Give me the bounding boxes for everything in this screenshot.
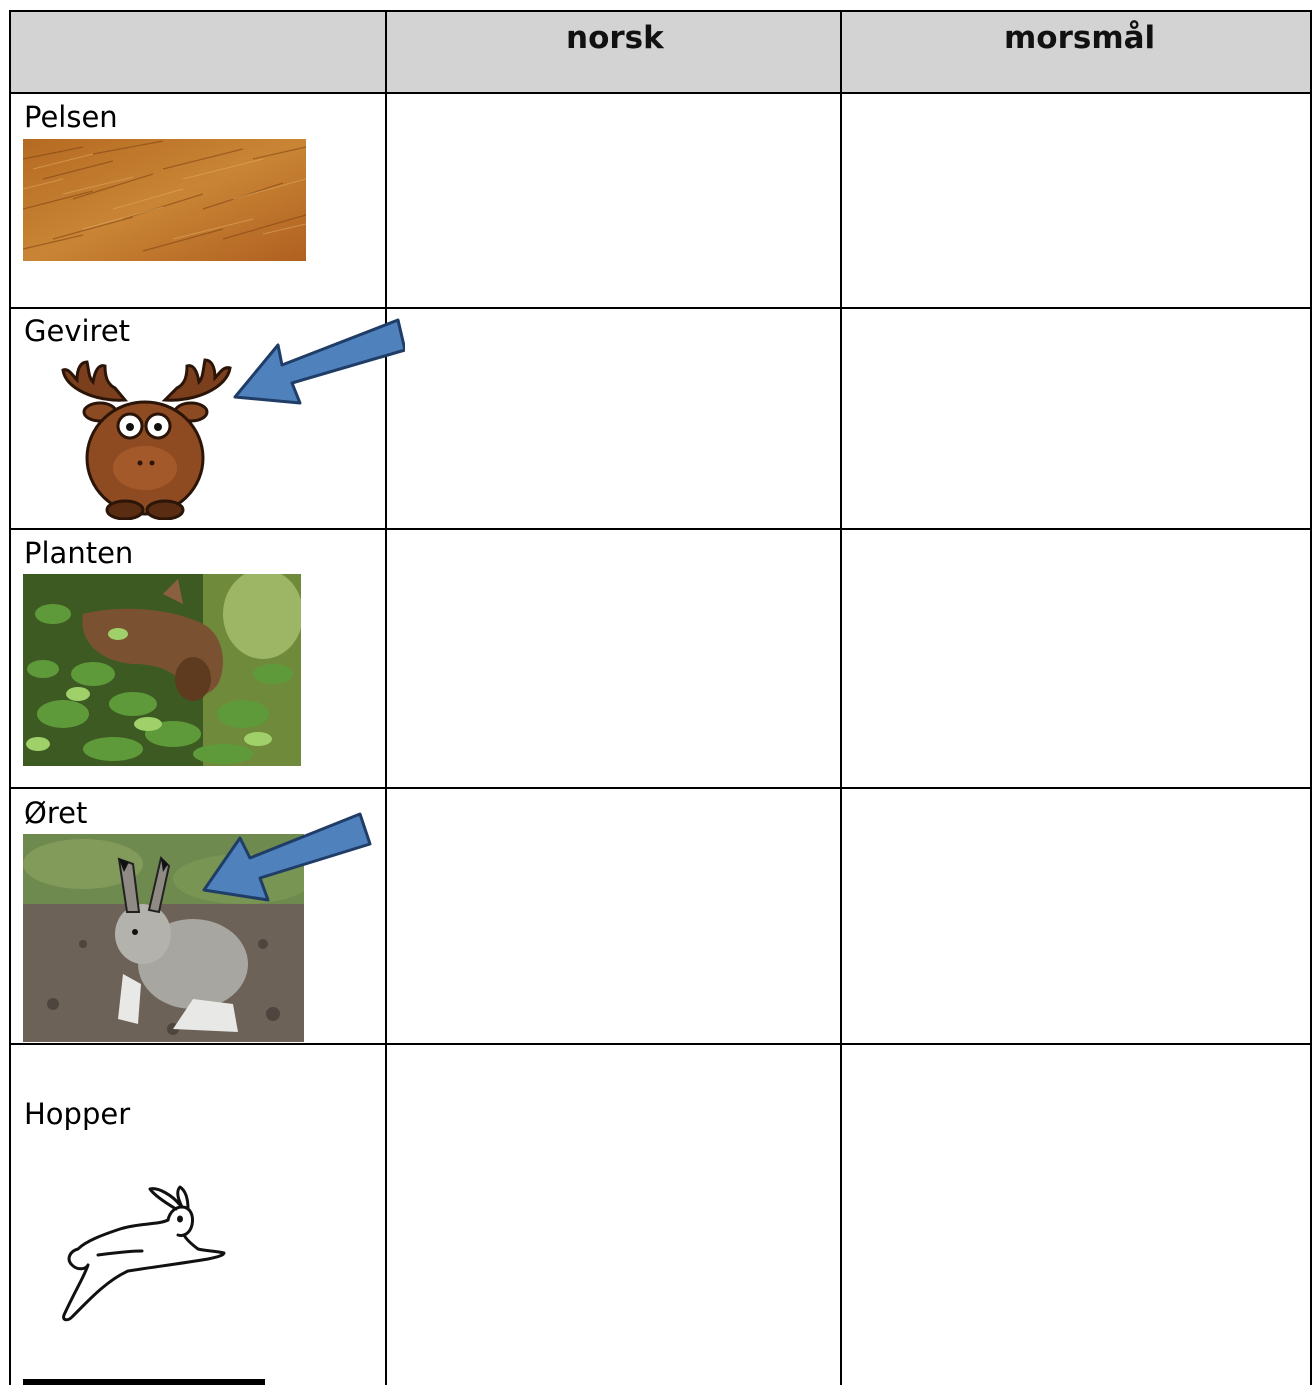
term-label: Geviret (24, 314, 131, 348)
moose-eating-plants-image (23, 574, 301, 766)
cartoon-moose-image (55, 340, 235, 520)
row-divider (9, 528, 1312, 530)
table-border-right (1310, 10, 1312, 1385)
term-label: Planten (24, 536, 134, 570)
row-divider (9, 92, 1312, 94)
column-divider (840, 10, 842, 1385)
answer-cell-norsk[interactable] (388, 1046, 839, 1385)
header-morsmal: morsmål (1004, 20, 1156, 56)
arrow-icon (200, 812, 372, 910)
term-label: Pelsen (24, 100, 118, 134)
table-border-top (9, 10, 1312, 12)
answer-cell-morsmal[interactable] (843, 531, 1309, 786)
row-divider (9, 307, 1312, 309)
arrow-icon (230, 315, 405, 415)
term-label: Hopper (24, 1097, 131, 1131)
answer-cell-norsk[interactable] (388, 95, 839, 306)
jumping-rabbit-drawing (58, 1185, 230, 1327)
term-label: Øret (24, 796, 88, 830)
answer-cell-norsk[interactable] (388, 790, 839, 1042)
row-divider (9, 787, 1312, 789)
answer-cell-norsk[interactable] (388, 310, 839, 527)
column-divider (385, 10, 387, 1385)
answer-cell-norsk[interactable] (388, 531, 839, 786)
answer-cell-morsmal[interactable] (843, 310, 1309, 527)
table-border-left (9, 10, 11, 1385)
answer-cell-morsmal[interactable] (843, 1046, 1309, 1385)
bottom-rule (23, 1379, 265, 1385)
row-divider (9, 1043, 1312, 1045)
answer-cell-morsmal[interactable] (843, 790, 1309, 1042)
header-norsk: norsk (566, 20, 664, 56)
fur-image (23, 139, 306, 261)
answer-cell-morsmal[interactable] (843, 95, 1309, 306)
